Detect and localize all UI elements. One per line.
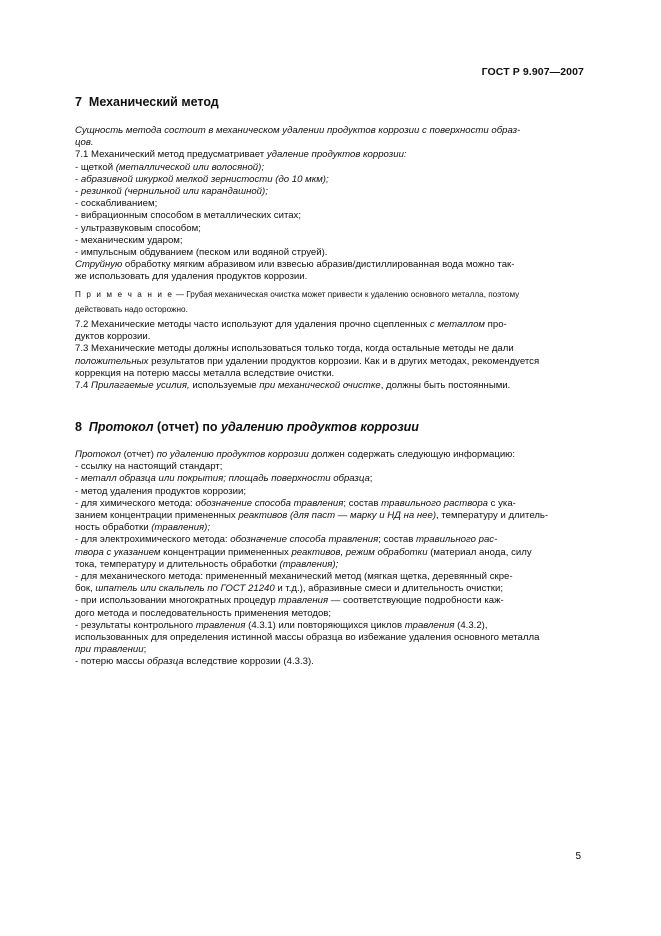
note-cont: действовать надо осторожно. xyxy=(75,304,188,314)
list-item: - вибрационным способом в металлических ситах; xyxy=(75,210,302,222)
clause-7-3-cont: положительных результатов при удалении продуктов коррозии. Как и в других методах, рекомендуется xyxy=(75,355,540,367)
list-item-cont: бок, шпатель или скальпель по ГОСТ 21240 и т.д.), абразивные смеси и длительность очистки; xyxy=(75,583,504,595)
page-number: 5 xyxy=(575,851,581,862)
list-item-cont: твора с указанием концентрации примененных реактивов, режим обработки (материал анода, силу xyxy=(75,546,532,558)
list-item: - потерю массы образца вследствие коррозии (4.3.3). xyxy=(75,656,314,668)
list-item: - металл образца или покрытия; площадь поверхности образца; xyxy=(75,473,373,485)
list-item-cont: дого метода и последовательность применения методов; xyxy=(75,607,332,619)
note-label: П р и м е ч а н и е xyxy=(75,289,174,299)
section-number: 8 xyxy=(75,420,82,434)
clause-7-4: 7.4 Прилагаемые усилия, используемые при механической очистке, должны быть постоянными. xyxy=(75,380,511,392)
section-title: Механический метод xyxy=(88,95,219,109)
clause-7-3-cont: коррекция на потерю массы металла вследствие очистки. xyxy=(75,367,335,379)
clause-7-1: 7.1 Механический метод предусматривает xyxy=(75,149,267,161)
list-item-cont: тока, температуру и длительность обработки (травления); xyxy=(75,558,339,570)
list-item: - для механического метода: примененный механический метод (мягкая щетка, деревянный скре- xyxy=(75,571,513,583)
clause-7-2: 7.2 Механические методы часто используют для удаления прочно сцепленных с металлом про- xyxy=(75,319,507,331)
list-item: - метод удаления продуктов коррозии; xyxy=(75,485,247,497)
list-item: - при использовании многократных процедур травления — соответствующие подробности каж- xyxy=(75,595,504,607)
list-item: - соскабливанием; xyxy=(75,198,158,210)
list-item: - импульсным обдуванием (песком или водяной струей). xyxy=(75,247,328,259)
list-item-cont: при травлении; xyxy=(75,644,147,656)
intro-line: цов. xyxy=(75,137,94,149)
standard-code: ГОСТ Р 9.907—2007 xyxy=(481,66,584,78)
list-item: - резинкой (чернильной или карандашной); xyxy=(75,186,268,198)
list-item: - щеткой (металлической или волосяной); xyxy=(75,161,265,173)
section-7-heading xyxy=(75,95,219,109)
section-7-body xyxy=(75,125,586,392)
note: П р и м е ч а н и е — Грубая механическая очистка может привести к удалению основного металла, поэтому xyxy=(75,289,520,299)
method-list xyxy=(75,162,586,260)
list-item-cont: использованных для определения истинной массы образца во избежание удаления основного металла xyxy=(75,632,540,644)
list-item-cont: ность обработки (травления); xyxy=(75,522,211,534)
section-8-body xyxy=(75,449,586,669)
list-item: - результаты контрольного травления (4.3.1) или повторяющихся циклов травления (4.3.2), xyxy=(75,619,488,631)
clause-7-3: 7.3 Механические методы должны использоваться только тогда, когда остальные методы не дали xyxy=(75,343,514,355)
intro-line: Сущность метода состоит в механическом удалении продуктов коррозии с поверхности образ- xyxy=(75,125,521,136)
clause-7-1-italic: удаление продуктов коррозии: xyxy=(266,149,407,161)
list-item-cont: занием концентрации примененных реактивов (для паст — марку и НД на нее), температуру и длитель- xyxy=(75,510,549,522)
section-number: 7 xyxy=(75,95,82,109)
clause-7-2-cont: дуктов коррозии. xyxy=(75,331,151,343)
list-item: - для электрохимического метода: обозначение способа травления; состав травильного рас- xyxy=(75,534,498,546)
list-item: - абразивной шкуркой мелкой зернистости (до 10 мкм); xyxy=(75,173,329,185)
list-item: - ссылку на настоящий стандарт; xyxy=(75,461,223,473)
list-item: - механическим ударом; xyxy=(75,234,183,246)
jet-paragraph: Струйную обработку мягким абразивом или взвесью абразив/дистиллированная вода можно так- xyxy=(75,259,515,271)
jet-paragraph-cont: же использовать для удаления продуктов коррозии. xyxy=(75,271,308,283)
section-8-heading: 8 Протокол (отчет) по удалению продуктов коррозии xyxy=(75,420,419,434)
list-item: - для химического метода: обозначение способа травления; состав травильного раствора с ука- xyxy=(75,497,516,509)
list-item: - ультразвуковым способом; xyxy=(75,222,201,234)
protocol-intro: Протокол (отчет) по удалению продуктов коррозии должен содержать следующую информацию: xyxy=(75,449,516,460)
